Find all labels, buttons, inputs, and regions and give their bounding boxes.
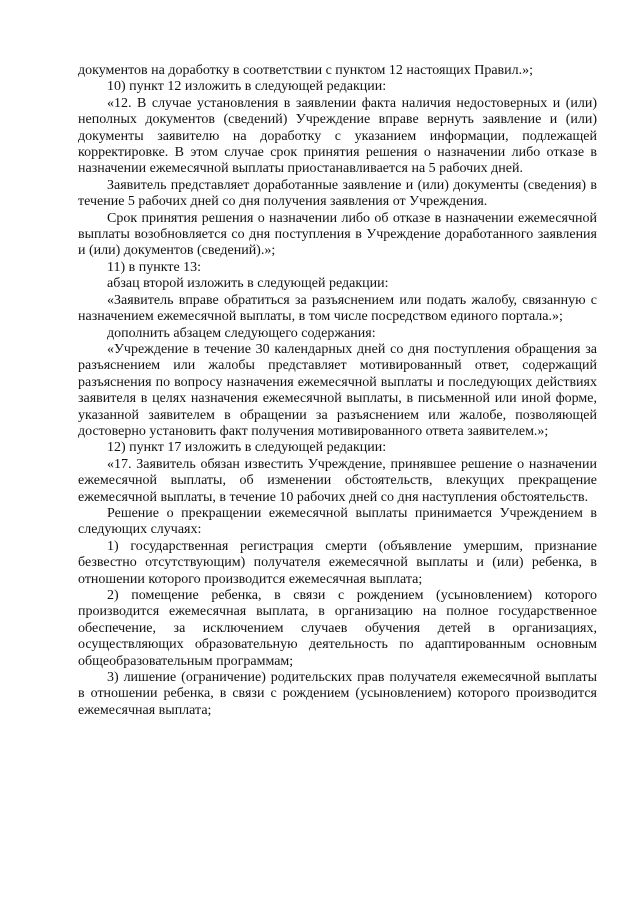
paragraph-item-11: 11) в пункте 13: xyxy=(107,259,202,275)
paragraph-item-12: 12) пункт 17 изложить в следующей редакции: xyxy=(107,440,387,456)
paragraph-case-1: 1) государственная регистрация смерти (объявление умершим, признание безвестно отсутствующим) получателя ежемесячной выплаты и (или) ребенка, в отношении которого производится ежемесячная выплата; xyxy=(78,538,597,587)
paragraph-item-10: 10) пункт 12 изложить в следующей редакции: xyxy=(107,79,387,95)
paragraph-response-term: «Учреждение в течение 30 календарных дней со дня поступления обращения за разъяснением или жалобы представляет мотивированный ответ, содержащий разъяснения по вопросу назначения ежемесячной выплаты и последующих действиях заявителя в целях назначения ежемесячной выплаты, в письменной или иной форме, указанной заявителем в обращении за разъяснением или жалобе, позволяющей достоверно установить факт получения мотивированного ответа заявителем.»; xyxy=(78,341,597,439)
paragraph-appeal-right: «Заявитель вправе обратиться за разъяснением или подать жалобу, связанную с назначением ежемесячной выплаты, в том числе посредством единого портала.»; xyxy=(78,292,597,325)
paragraph-clause-17: «17. Заявитель обязан известить Учреждение, принявшее решение о назначении ежемесячной выплаты, об изменении обстоятельств, влекущих прекращение ежемесячной выплаты, в течение 10 рабочих дней со дня наступления обстоятельств. xyxy=(78,456,597,505)
document-body xyxy=(78,63,597,719)
paragraph-add-abzac: дополнить абзацем следующего содержания: xyxy=(107,325,376,341)
paragraph-clause-12: «12. В случае установления в заявлении факта наличия недостоверных и (или) неполных документов (сведений) Учреждение вправе вернуть заявление и (или) документы заявителю на доработку с указанием информации, подлежащей корректировке. В этом случае срок принятия решения о назначении либо отказе в назначении ежемесячной выплаты приостанавливается на 5 рабочих дней. xyxy=(78,95,597,177)
paragraph-case-3: 3) лишение (ограничение) родительских прав получателя ежемесячной выплаты в отношении ребенка, в связи с рождением (усыновлением) которого производится ежемесячная выплата; xyxy=(78,670,597,718)
paragraph-termination-cases: Решение о прекращении ежемесячной выплаты принимается Учреждением в следующих случаях: xyxy=(78,505,597,538)
paragraph-case-2: 2) помещение ребенка, в связи с рождением (усыновлением) которого производится ежемесячная выплата, в организацию на полное государственное обеспечение, за исключением случаев обучения детей в организациях, осуществляющих образовательную деятельность по адаптированным основным общеобразовательным программам; xyxy=(78,588,597,669)
paragraph-term-resumed: Срок принятия решения о назначении либо об отказе в назначении ежемесячной выплаты возобновляется со дня поступления в Учреждение доработанного заявления и (или) документов (сведений).»; xyxy=(78,210,597,259)
paragraph-applicant-resubmits: Заявитель представляет доработанные заявление и (или) документы (сведения) в течение 5 рабочих дней со дня получения заявления от Учреждения. xyxy=(78,177,597,210)
paragraph-continuation: документов на доработку в соответствии с пунктом 12 настоящих Правил.»; xyxy=(78,63,534,78)
paragraph-second-abzac: абзац второй изложить в следующей редакции: xyxy=(107,276,389,292)
